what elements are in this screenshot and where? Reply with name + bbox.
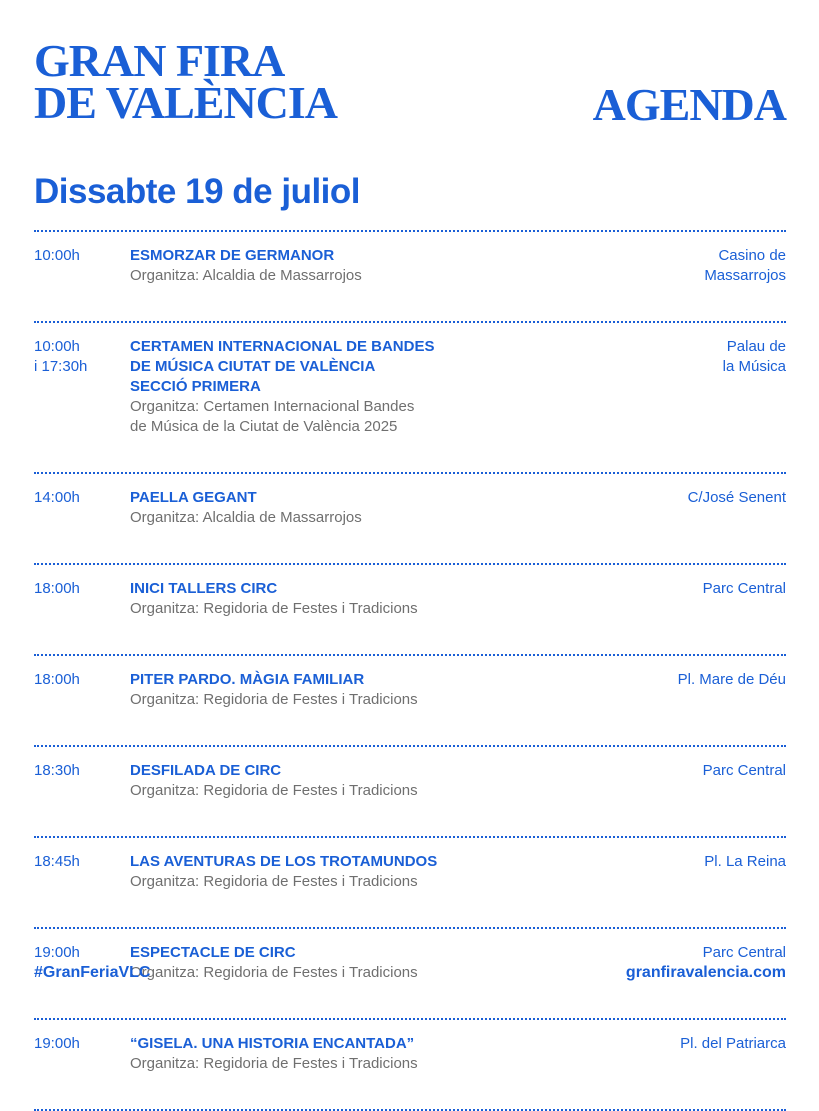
event-info <box>130 488 530 528</box>
event-title-line: PAELLA GEGANT <box>130 489 257 506</box>
event-row <box>34 838 786 927</box>
event-time-line: 18:45h <box>34 853 80 870</box>
event-title <box>130 579 530 599</box>
event-time-line: 10:00h <box>34 338 80 355</box>
event-location-line: Pl. Mare de Déu <box>677 671 786 688</box>
brand-line-2: DE VALÈNCIA <box>34 77 338 128</box>
event-row <box>34 1020 786 1109</box>
event-organizer <box>130 266 530 286</box>
section-title: AGENDA <box>592 79 786 130</box>
event-organizer <box>130 397 530 437</box>
event-title-line: INICI TALLERS CIRC <box>130 580 278 597</box>
event-title <box>130 246 530 266</box>
event-organizer-line: Organitza: Regidoria de Festes i Tradicions <box>130 782 418 799</box>
event-time <box>34 852 114 872</box>
event-row <box>34 656 786 745</box>
event-organizer <box>130 508 530 528</box>
website-link[interactable]: granfiravalencia.com <box>625 964 786 981</box>
event-location-line: la Música <box>722 358 786 375</box>
event-time <box>34 1034 114 1054</box>
event-time <box>34 670 114 690</box>
event-time <box>34 488 114 508</box>
event-organizer <box>130 1054 530 1074</box>
event-organizer-line: Organitza: Regidoria de Festes i Tradicions <box>130 1055 418 1072</box>
event-title <box>130 1034 530 1054</box>
event-location <box>586 337 786 377</box>
event-title <box>130 337 530 397</box>
event-title-line: LAS AVENTURAS DE LOS TROTAMUNDOS <box>130 853 438 870</box>
event-time <box>34 246 114 266</box>
event-time-line: i 17:30h <box>34 358 88 375</box>
event-organizer-line: Organitza: Regidoria de Festes i Tradicions <box>130 873 418 890</box>
event-location <box>586 1034 786 1054</box>
day-title: Dissabte 19 de juliol <box>34 172 360 211</box>
event-time-line: 10:00h <box>34 247 80 264</box>
event-organizer-line: Organitza: Regidoria de Festes i Tradicions <box>130 691 418 708</box>
event-organizer <box>130 690 530 710</box>
event-location <box>586 488 786 508</box>
event-row <box>34 747 786 836</box>
event-location-line: Casino de <box>718 247 786 264</box>
header <box>34 35 786 132</box>
event-time <box>34 943 114 963</box>
event-info <box>130 761 530 801</box>
event-row <box>34 565 786 654</box>
event-location <box>586 579 786 599</box>
event-time-line: 14:00h <box>34 489 80 506</box>
event-info <box>130 337 530 437</box>
event-organizer-line: Organitza: Regidoria de Festes i Tradicions <box>130 964 418 981</box>
event-title-line: “GISELA. UNA HISTORIA ENCANTADA” <box>130 1035 415 1052</box>
event-location-line: Massarrojos <box>704 267 786 284</box>
event-title <box>130 670 530 690</box>
event-info <box>130 246 530 286</box>
event-row <box>34 474 786 563</box>
event-time-line: 19:00h <box>34 1035 80 1052</box>
event-location <box>586 670 786 690</box>
hashtag-link[interactable]: #GranFeriaVLC <box>34 964 151 981</box>
event-title-line: DE MÚSICA CIUTAT DE VALÈNCIA <box>130 358 376 375</box>
event-title <box>130 943 530 963</box>
event-title <box>130 852 530 872</box>
event-title-line: CERTAMEN INTERNACIONAL DE BANDES <box>130 338 435 355</box>
event-info <box>130 1034 530 1074</box>
event-location-line: Palau de <box>726 338 786 355</box>
event-organizer <box>130 872 530 892</box>
event-title-line: ESMORZAR DE GERMANOR <box>130 247 335 264</box>
event-time-line: 19:00h <box>34 944 80 961</box>
event-time-line: 18:00h <box>34 671 80 688</box>
event-location <box>586 852 786 872</box>
event-organizer <box>130 599 530 619</box>
event-location-line: Pl. La Reina <box>704 853 786 870</box>
event-organizer-line: Organitza: Alcaldia de Massarrojos <box>130 267 362 284</box>
event-title-line: ESPECTACLE DE CIRC <box>130 944 296 961</box>
event-info <box>130 943 530 983</box>
event-location-line: Parc Central <box>702 762 786 779</box>
event-title <box>130 761 530 781</box>
event-info <box>130 852 530 892</box>
event-title <box>130 488 530 508</box>
event-time-line: 18:30h <box>34 762 80 779</box>
event-organizer-line: Organitza: Certamen Internacional Bandes <box>130 398 415 415</box>
event-title-line: DESFILADA DE CIRC <box>130 762 282 779</box>
event-organizer <box>130 781 530 801</box>
event-row <box>34 323 786 472</box>
event-organizer-line: Organitza: Regidoria de Festes i Tradicions <box>130 600 418 617</box>
brand-line-1: GRAN FIRA <box>34 35 285 86</box>
event-info <box>130 579 530 619</box>
event-location-line: Pl. del Patriarca <box>680 1035 786 1052</box>
event-time-line: 18:00h <box>34 580 80 597</box>
event-time <box>34 761 114 781</box>
event-title-line: PITER PARDO. MÀGIA FAMILIAR <box>130 671 365 688</box>
event-location-line: C/José Senent <box>687 489 786 506</box>
event-organizer-line: Organitza: Alcaldia de Massarrojos <box>130 509 362 526</box>
event-title-line: SECCIÓ PRIMERA <box>130 378 261 395</box>
event-organizer-line: de Música de la Ciutat de València 2025 <box>130 418 398 435</box>
event-location-line: Parc Central <box>702 580 786 597</box>
brand-logo <box>34 35 338 128</box>
event-location <box>586 761 786 781</box>
event-info <box>130 670 530 710</box>
event-location <box>586 246 786 286</box>
event-time <box>34 579 114 599</box>
event-location <box>586 943 786 963</box>
event-organizer <box>130 963 530 983</box>
event-row <box>34 232 786 321</box>
event-location-line: Parc Central <box>702 944 786 961</box>
event-time <box>34 337 114 377</box>
